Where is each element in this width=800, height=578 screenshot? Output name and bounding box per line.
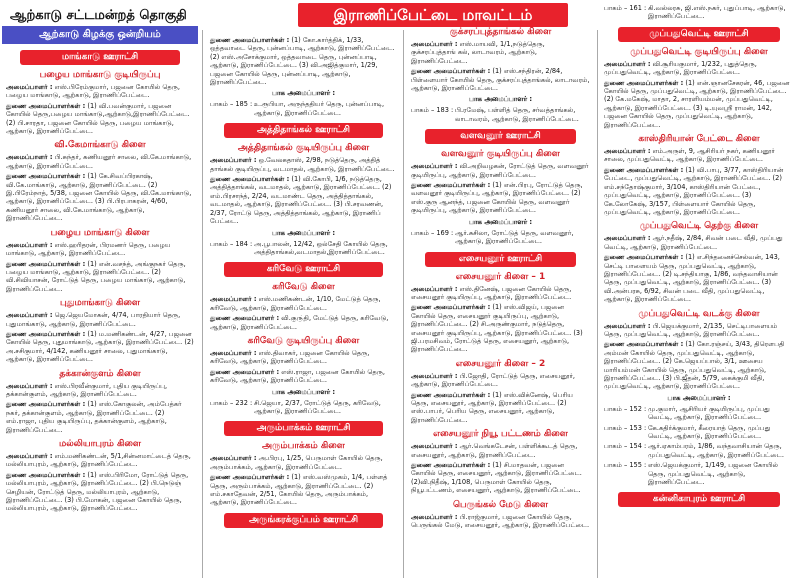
branch-heading: குக்சரப்புத்தாங்கல் கிளை [449,27,552,37]
deputy-entry: துணை அமைப்பாளர்கள் : (1) எஸ்.விஜய், பஜனை கோயில் தெரு, எசையனூர் குடியிருப்பு, ஆற்காடு, இராணிப்பேட்டை. (2) சி.அருண்குமார், நடுத்தெரு, எசையனூர் குடியிருப்பு, ஆற்காடு, இராணிப்பேட்டை. (3) ஜி.பரமசிவம், ரோட்டுத் தெரு, எசையனூர், ஆற்காடு, இராணிப்பேட்டை. [411,303,583,354]
branch-heading: பெருங்கல் மேடு கிளை [452,499,549,510]
organizer-entry: அமைப்பாளர் : பி.ஜோதி, ரோட்டுத் தெரு, எசையனூர், ஆற்காடு, இராணிப்பேட்டை. [411,371,575,389]
column-divider [202,30,203,578]
booth-number: பாகம் – 232 : [210,398,253,407]
column-2 [206,36,401,578]
deputy-entry: துணை அமைப்பாளர்கள் : (1) எ.சிந்தனைச்செல்வன், 143, செட்டி பாளையம் தெரு, முப்பதுவெட்டி, ஆற்காடு, இராணிப்பேட்டை. (2) டி.சந்தியாகு, 1/86, வந்தவாசியான் தெரு, முப்பதுவெட்டி, ஆற்காடு, இராணிப்பேட்டை. (3) வி.அன்பரசு, 6/92, சிவன் படை வீதி, முப்பதுவெட்டி, ஆற்காடு, இராணிப்பேட்டை. [604,253,780,304]
booth-organizer: பி.ரமேஷ், பள்ளித் தெரு, சர்வத்தாங்கல், லாடாவரம், ஆற்காடு, இராணிப்பேட்டை. [455,106,579,123]
branch-heading: கரிவேடு குடியிருப்பு கிளை [247,335,360,346]
booth-number: பாகம் – 183 : [411,106,454,115]
deputy-entry: துணை அமைப்பாளர்கள் : (1) கோ.கார்த்திக், 1/33, ஒத்தவாடை தெரு, புன்னப்பாடி, ஆற்காடு, இராணிப்பேட்டை. (2) எஸ்.அசோக்குமார், ஒத்தவாடை தெரு, புன்னப்பாடி, ஆற்காடு, இராணிப்பேட்டை. (3) வி.அஜித்குமார், 1/29, பஜனை கோயில் தெரு, புன்னப்பாடி, ஆற்காடு, இராணிப்பேட்டை. [210,36,395,87]
booth-number: பாகம் – 161 : [604,4,647,12]
booth-organizer: கே.கதிர்க்குமார், கீரையாத் தெரு, முப்பது வெட்டி, ஆற்காடு, இராணிப்பேட்டை. [648,423,771,441]
booth-row [411,106,590,123]
organizer-entry: அமைப்பாளர் : எம்.அருள், 9, ஆசிரியர் நகர், கணியனூர் சாலை, முப்பதுவெட்டி, ஆற்காடு, இராணிப்பேட்டை. [604,147,775,164]
booth-row [210,240,397,257]
deputy-entry: துணை அமைப்பாளர் : வி.குரு்தி, மேட்டுத் தெரு, கரிவேடு, ஆற்காடு, இராணிப்பேட்டை. [210,314,389,331]
branch-heading: மல்லியாபுரம் கிளை [58,439,142,449]
union-title: ஆற்காடு கிழக்கு ஒன்றியம் [2,26,198,44]
booth-label: பாக அமைப்பாளர் : [468,95,533,104]
organizer-entry: அமைப்பாளர் : எம்.மணிகண்டன், 5/1,சின்னமாட்டைத் தெரு, மல்லியாபுரம், ஆற்காடு, இராணிப்பேட்டை. [6,452,191,469]
branch-heading: முப்பதுவெட்டி வடக்கு கிளை [638,308,760,319]
section-pill: மாங்காடு ஊராட்சி [20,50,180,65]
deputy-entry: துணை அமைப்பாளர்கள் : (1) எஸ்.கோகுலன், அம்பேத்கர் நகர், தக்கான்குளம், ஆற்காடு, இராணிப்பேட்டை. (2) எம்.ராஜா, புதிய குடியிருப்பு, தக்கான்குளம், ஆற்காடு, இராணிப்பேட்டை. [6,400,182,434]
booth-label: பாக அமைப்பாளர் : [667,393,731,402]
organizer-entry: அமைப்பாளர் : வி.அறிவழகன், ரோட்டுத் தெரு, வளவனூர் குடியிருப்பு, ஆற்காடு, இராணிப்பேட்டை. [411,162,589,179]
booth-number: பாகம் – 184 : [210,239,253,248]
branch-heading: புதுமாங்காடு கிளை [60,298,140,309]
deputy-entry: துணை அமைப்பாளர்கள் : (1) என்.வசந்த், அங்குநகர் தெரு, பழைய மாங்காடு, ஆற்காடு, இராணிப்பேட்டை. (2) வி.சிவியாசன், ரோட்டுத் தெரு, பழைய மாங்காடு, ஆற்காடு, இராணிப்பேட்டை. [6,259,186,293]
deputy-entry: துணை அமைப்பாளர்கள் : (1) கோ.ரஞ்சய், 3/43, திரௌபதி அம்மன் கோயில் தெரு, முப்பதுவெட்டி, ஆற்காடு, இராணிப்பேட்டை. (2) கே.ஜெயப்பால், 3/1, ஊசைய மாரியம்மன் கோயில் தெரு, முப்பதுவெட்டி, ஆற்காடு, இராணிப்பேட்டை. (3) பி.ஜீதன், 5/79, கைக்குமி வீதி, முப்பதுவெட்டி, ஆற்காடு, இராணிப்பேட்டை. [604,340,785,391]
organizer-entry: அமைப்பாளர் : எஸ்.மாயவி, 1/1,நடுத்தெரு, குக்சரப்புத்தாங் கல், லாடாவரம், ஆற்காடு, இராணிப்பேட்டை. [411,40,545,65]
booth-organizer: ஆர்.சுசிலா, ரோட்டுத் தெரு, வளவனூர், ஆற்காடு, இராணிப்பேட்டை. [455,228,574,246]
booth-organizer: சி.ஜெயா, 2/37, ரோட்டுத் தெரு, கரிவேடு, ஆற்காடு, இராணிப்பேட்டை. [254,398,381,415]
booth-number: பாகம் – 155 : [604,461,647,470]
deputy-entry: துணை அமைப்பாளர்கள் : (1) எஸ்.சந்திரன், 2/84, பிள்ளையார் கோயில் தெரு, குக்சரப்புத்தாங்கல், லாடாவரம், ஆற்காடு, இராணிப்பேட்டை. [411,67,590,93]
booth-row [411,229,590,246]
deputy-entry: துணை அமைப்பாளர்கள் : (1) ம.மணிகண்டன், 4/27, பஜனை கோயில் தெரு, புதுமாங்காடு, ஆற்காடு, இராணிப்பேட்டை. (2) அ.சசிகுமார், 4/142, கணியனூர் சாலை, புதுமாங்காடு, ஆற்காடு, இராணிப்பேட்டை. [6,329,194,364]
branch-heading: எசையனூர் கிளை – 1 [455,271,546,282]
deputy-entry: துணை அமைப்பாளர்கள் : (1) என்.ஞானசேகரன், 46, பஜனை கோயில் தெரு, முப்பதுவெட்டி, ஆற்காடு, இராணிப்பேட்டை. (2) கே.மகேஷ், மாதா, 2, சாரளியம்மன், முப்பதுவெட்டி, ஆற்காடு, இராணிப்பேட்டை. (3) டி.யுவஸ்ரீ ராமன், 142, பஜனை கோயில் தெரு, முப்பதுவெட்டி, ஆற்காடு, இராணிப்பேட்டை. [604,78,790,129]
column-3 [407,22,594,578]
booth-organizer: எஸ்.ஜெயக்குமார், 1/149, பஜனை கோயில் தெரு, முப்பதுவெட்டி, ஆற்காடு, இராணிப்பேட்டை. [648,461,778,487]
organizer-entry: அமைப்பாளர் : வி.சூரியகுமார், 1/232, புதுத்தெரு, முப்பதுவெட்டி, ஆற்காடு, இராணிப்பேட்டை. [604,59,757,77]
organizer-entry: அமைப்பாளர் : அ.பிரபு, 1/25, பெருமாள் கோயில் தெரு, அரும்பாக்கம், ஆற்காடு, இராணிப்பேட்டை. [210,454,383,471]
branch-heading: காஸ்திரியான் பேட்டை கிளை [638,134,760,145]
booth-number: பாகம் – 185 : [210,100,253,109]
branch-heading: வி.கேமாங்காடு கிளை [54,140,146,151]
section-pill: முப்பதுவெட்டி ஊராட்சி [618,27,780,42]
branch-heading: தக்கான்குளம் கிளை [59,368,141,379]
column-4 [600,0,798,578]
booth-organizer: உ.ரூபியா, அருந்ததியர் தெரு, புன்னப்பாடி, ஆற்காடு, இராணிப்பேட்டை. [254,100,385,117]
organizer-entry: அமைப்பாளர் : எஸ்.தினேஷ், பஜனை கோயில் தெரு, எசையனூர் குடியிருப்பு, ஆற்காடு, இராணிப்பேட்டை. [411,284,572,301]
deputy-entry: துணை அமைப்பாளர்கள் : (1) சி.மாதவன், பஜனை கோயில் தெரு, எசையனூர், ஆற்காடு, இராணிப்பேட்டை. (2)வி.நிதீஷ், 1/108, பெருமாள் கோயில் தெரு, நியூபட்டணம், எசையனூர், ஆற்காடு, இராணிப்பேட்டை. [411,461,582,495]
column-divider [597,30,598,578]
organizer-entry: அமைப்பாளர் : பி.ராஜ்குமார், பஜனை கோயில் தெரு, பெருங்கல் மேடு, எசையனூர், ஆற்காடு, இராணிப்பேட்டை. [411,512,590,530]
booth-label: பாக அமைப்பாளர் : [468,217,533,226]
booth-row [604,4,794,21]
booth-organizer: மு.குமார், ஆசிரியர் குடியிருப்பு, முப்பது வெட்டி, ஆற்காடு, இராணிப்பேட்டை. [648,404,770,422]
organizer-entry: அமைப்பாளர் : ஆர்.வெங்கடேசன், பள்ளிக்கூடத் தெரு, எசையனூர், ஆற்காடு, இராணிப்பேட்டை. [411,442,578,459]
section-pill: கரிவேடு ஊராட்சி [224,262,383,277]
column-divider [403,30,404,578]
deputy-entry: துணை அமைப்பாளர்கள் : (1) கே.சிவப்பிரகாஷ், வி.கே.மாங்காடு, ஆற்காடு, இராணிப்பேட்டை. (2) இ.பிரேம்நாத், 5/38, பஜனை கோயில் தெரு, வி.கே.மாங்காடு, ஆற்காடு, இராணிப்பேட்டை. (3) பி.பிரபாகரன், 4/60, கணியனூர் சாலை, வி.கே.மாங்காடு, ஆற்காடு, இராணிப்பேட்டை. [6,172,192,223]
organizer-entry: அமைப்பாளர் : ஆர்.நதீஷ், 2/84, சிவன் படை வீதி, முப்பது வெட்டி, ஆற்காடு, இராணிப்பேட்டை. [604,234,783,251]
deputy-entry: துணை அமைப்பாளர்கள் : (1) எஸ்.வஸ்முகம், 1/4, பள்ளத் தெரு, அரும்பாக்கம், ஆற்காடு, இராணிப்பேட்டை. (2) எம்.சகாதேவன், 2/51, கோயில் தெரு, அரும்பாக்கம், ஆற்காடு, இராணிப்பேட்டை. [210,473,388,507]
deputy-entry: துணை அமைப்பாளர்கள் : (1) எஸ்.பிரிமோ, ரோட்டுத் தெரு, மல்லியாபுரம், ஆற்காடு, இராணிப்பேட்டை. (2) பி.நெடுஞ் செழியன், ரோட்டுத் தெரு, மல்லியாபுரம், ஆற்காடு, இராணிப்பேட்டை. (3) பி.மோகன், பஜனை கோயில் தெரு, மல்லியாபுரம், ஆற்காடு, இராணிப்பேட்டை. [6,470,189,513]
deputy-entry: துணை அமைப்பாளர்கள் : (1) எஸ்.விக்னேஷ், பெரிய தெரு, எசையனூர், ஆற்காடு, இராணிப்பேட்டை. (2) எஸ்.பாபர், பெரிய தெரு, எசையனூர், ஆற்காடு, இராணிப்பேட்டை. [411,390,573,424]
branch-heading: வளவனூர் குடியிருப்பு கிளை [441,149,560,160]
booth-organizer: கி.வல்லரசு, ஜி.எஸ்.நகர், புதுப்பாடி, ஆற்காடு, இராணிப்பேட்டை. [648,4,786,21]
section-pill: அத்திதாங்கல் ஊராட்சி [224,123,383,138]
deputy-entry: துணை அமைப்பாளர் : எஸ்.ராஜா, பஜனை கோயில் தெரு, கரிவேடு, ஆற்காடு, இராணிப்பேட்டை. [210,367,385,385]
section-pill: கன்னிகாபுரம் ஊராட்சி [618,492,780,507]
district-title: இராணிப்பேட்டை மாவட்டம் [298,3,568,27]
deputy-entry: துணை அமைப்பாளர்கள் : (1) வி.கோபி, 1/6, நடுத்தெரு, அத்தித்தாங்கல், வடமாதல், ஆற்காடு, இராணிப்பேட்டை. (2) எம்.பிரசாந்த், 2/24, வடமாண்ட தெரு, அத்தித்தாங்கல், வடமாதல், ஆற்காடு, இராணிப்பேட்டை. (3) பி.சரவணன், 2/37, ரோட்டு தெரு, அத்தித்தாங்கல், ஆற்காடு, இராணிப் பேட்டை. [210,175,392,226]
branch-heading: எசையனூர் கிளை – 2 [455,358,546,369]
section-pill: அருங்கரக்குப்பம் ஊராட்சி [224,513,383,528]
organizer-entry: அமைப்பாளர் : பி.சுந்தர், கணியனூர் சாலை, வி.கே.மாங்காடு, ஆற்காடு, இராணிப்பேட்டை. [6,153,192,170]
organizer-entry: அமைப்பாளர் : ஜெ.ஜெயமோகன், 4/74, பாரதியார் தெரு, புதுமாங்காடு, ஆற்காடு, இராணிப்பேட்டை. [6,311,181,328]
organizer-entry: அமைப்பாளர் : எஸ்.ஹரிதரன், பிரமணர் தெரு, பழைய மாங்காடு, ஆற்காடு, இராணிப்பேட்டை. [6,240,171,258]
organizer-entry: அமைப்பாளர் : எஸ்.திவாகர், பஜனை கோயில் தெரு, கரிவேடு, ஆற்காடு, இராணிப்பேட்டை. [210,348,370,366]
branch-heading: முப்பதுவெட்டி தெற்கு கிளை [639,221,759,232]
section-pill: வளவனூர் ஊராட்சி [425,129,576,144]
deputy-entry: துணை அமைப்பாளர்கள் : (1) என்.பிரபு, ரோட்டுத் தெரு, வளவனூர் குடியிருப்பு, ஆற்காடு, இராணிப்பேட்டை. (2) எஸ்.குரு ஆனந்த், பஜனை கோயில் தெரு, வளவனூர் குடியிருப்பு, ஆற்காடு, இராணிப்பேட்டை. [411,181,583,215]
booth-number: பாகம் – 169 : [411,228,454,237]
organizer-entry: அமைப்பாளர் : எஸ்.பிரேம்குமார், பஜனை கோயில் தெரு, பழைய மாங்காடு, ஆற்காடு, இராணிப்பேட்டை. [6,83,180,100]
booth-organizer: அ.பூபாலன், 12/42, ஒல்சேதி கோயில் தெரு, அத்திதாங்கல்,வடமாதல்,இராணிப்பேட்டை. [254,239,388,256]
branch-heading: பழைய மாங்காடு குடியிருப்பு [39,70,161,80]
booth-row [604,461,794,486]
organizer-entry: அமைப்பாளர் : ஒ.வேலகதாஸ், 2/98, நடுத்தெரு, அத்தித் தாங்கல் குடியிருப்பு, வடமாதல், ஆற்காடு, இராணிப்பேட்டை. [210,156,395,173]
branch-heading: அரும்பாக்கம் கிளை [262,441,345,452]
section-pill: அரும்பாக்கம் ஊராட்சி [224,421,383,436]
booth-number: பாகம் – 153 : [604,423,647,432]
booth-row [604,424,794,441]
organizer-entry: அமைப்பாளர் : பி.ஜெயக்குமார், 2/135, செட்டிபாளையம் தெரு, முப்பதுவெட்டி, ஆற்காடு, இராணிப்பேட்டை. [604,321,778,338]
branch-heading: பழைய மாங்காடு கிளை [50,227,150,238]
branch-heading: எசையனூர் நியூ பட்டணம் கிளை [433,429,568,440]
booth-row [210,399,397,416]
branch-heading: அத்திதாங்கல் குடியிருப்பு கிளை [237,143,370,154]
booth-label: பாக அமைப்பாளர் : [271,228,336,237]
booth-row [210,100,397,117]
deputy-entry: துணை அமைப்பாளர்கள் : (1) வி.பவன்குமார், பஜனை கோயில் தெரு,பழைய மாங்காடு,ஆற்காடு,இராணிப்பேட்டை. (2) பி.சாரதா, பஜனை கோயில் தெரு, பழைய மாங்காடு, ஆற்காடு, இராணிப்பேட்டை. [6,101,190,136]
booth-label: பாக அமைப்பாளர் : [271,89,336,98]
deputy-entry: துணை அமைப்பாளர்கள் : (1) வி.பாபு, 3/77, காஸ்திரியான் பேட்டை, முப்பதுவெட்டி, ஆற்காடு, இராணிப்பேட்டை. (2) எம்.சந்தோஷ்குமார், 3/104, காஸ்திரியான் பேட்டை, முப்பதுவெட்டி, ஆற்காடு, இராணிப்பேட்டை. (3) கே.லோகேஷ், 3/157, பிள்ளையார் கோயில் தெரு, முப்பதுவெட்டி, ஆற்காடு, இராணிப்பேட்டை. [604,165,784,216]
booth-row [604,442,794,459]
section-pill: எசையனூர் ஊராட்சி [425,252,576,267]
branch-heading: முப்பதுவெட்டி குடியிருப்பு கிளை [630,46,768,57]
organizer-entry: அமைப்பாளர் : எஸ்.பிரவீன்குமார், புதிய குடியிருப்பு, தக்கான்குளம், ஆற்காடு, இராணிப்பேட்டை. [6,381,168,398]
booth-label: பாக அமைப்பாளர் : [271,387,336,396]
booth-row [604,405,794,422]
booth-number: பாகம் – 154 : [604,442,647,451]
constituency-title: ஆற்காடு சட்டமன்றத் தொகுதி [10,8,187,23]
booth-number: பாகம் – 152 : [604,404,647,413]
column-1 [2,0,198,578]
branch-heading: கரிவேடு கிளை [272,282,335,293]
booth-organizer: ஆர்.ஏகாம்பரம், 1/86, வந்தவாசியான் தெரு, முப்பதுவெட்டி, ஆற்காடு, இராணிப்பேட்டை. [648,442,784,459]
organizer-entry: அமைப்பாளர் : எஸ்.மணிகண்டன், 1/10, மேட்டுத் தெரு, கரிவேடு, ஆற்காடு, இராணிப்பேட்டை. [210,295,381,312]
